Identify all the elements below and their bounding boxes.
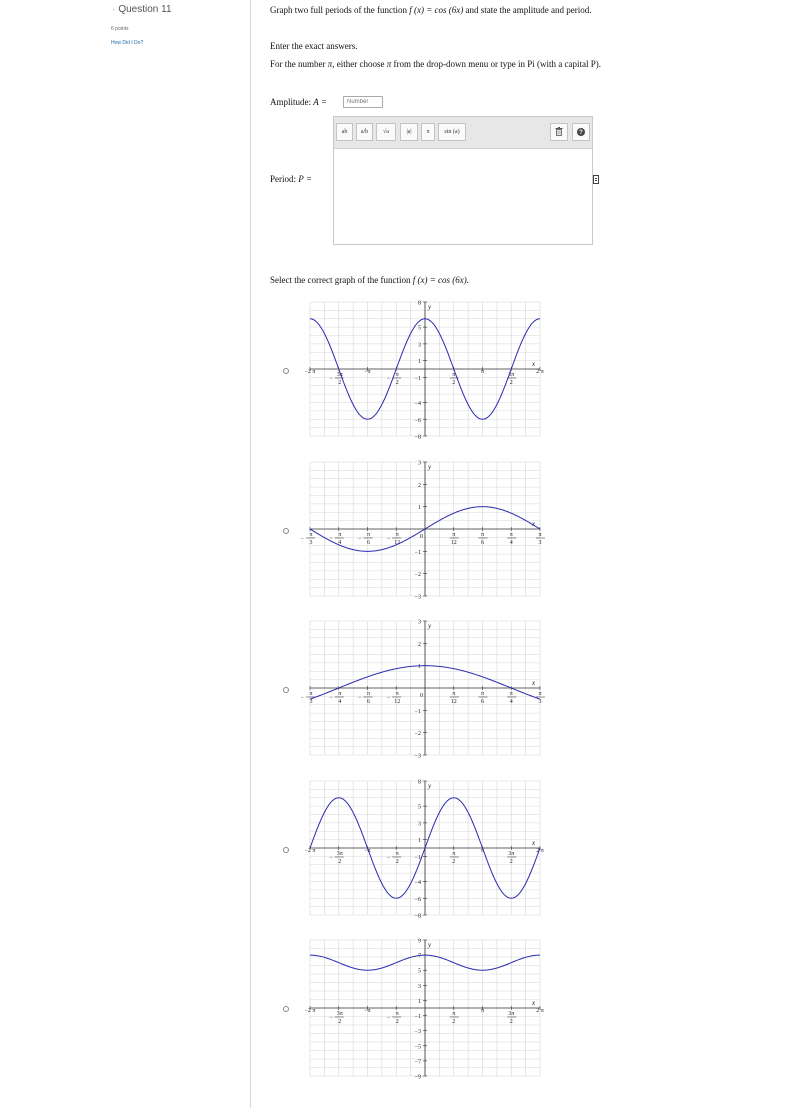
x-tick-label-minus: −: [329, 536, 333, 542]
x-tick-label-num: π: [367, 691, 371, 697]
y-tick-label: −3: [414, 753, 421, 760]
x-tick-label: −2 π: [304, 848, 316, 854]
y-tick-label: 8: [418, 300, 421, 307]
x-tick-label-den: 2: [452, 380, 456, 386]
x-tick-label-num: π: [395, 372, 399, 378]
y-tick-label: 3: [418, 821, 421, 828]
x-tick-label-num: π: [395, 532, 399, 538]
x-tick-label-minus: −: [300, 536, 304, 542]
x-tick-label-minus: −: [358, 695, 362, 701]
x-tick-label-minus: −: [386, 536, 391, 542]
y-tick-label: −6: [414, 417, 421, 424]
graph-option-2-radio[interactable]: [283, 528, 289, 534]
x-tick-label: −π: [364, 369, 371, 375]
x-tick-label-minus: −: [329, 695, 333, 701]
period-var: P =: [298, 174, 312, 184]
fraction-button[interactable]: a/b: [356, 123, 373, 141]
x-tick-label-den: 3: [309, 699, 313, 705]
pi-instruction-post: from the drop-down menu or type in Pi (with a capital P).: [393, 59, 601, 69]
how-did-i-do-link[interactable]: How Did I Do?: [111, 40, 144, 46]
x-tick-label-num: 3π: [508, 1011, 515, 1017]
pi-instruction-mid: , either choose: [332, 59, 385, 69]
abs-button[interactable]: |a|: [400, 123, 418, 141]
y-tick-label: 1: [418, 998, 421, 1005]
graph-option-5-radio[interactable]: [283, 1006, 289, 1012]
x-tick-label-den: 3: [309, 540, 313, 546]
help-glyph: [577, 128, 585, 136]
x-axis-label: x: [532, 520, 536, 528]
x-tick-label-den: 4: [338, 540, 342, 546]
x-tick-label-den: 3: [538, 699, 542, 705]
y-tick-label: 2: [418, 641, 421, 648]
question-prompt: [270, 5, 592, 15]
x-tick-label-num: π: [338, 691, 342, 697]
x-tick-label-den: 2: [395, 1019, 399, 1025]
x-tick-label-minus: −: [329, 1015, 333, 1021]
x-tick-label-den: 2: [395, 859, 399, 865]
svg-text:?: ?: [579, 130, 583, 136]
x-tick-label-den: 2: [338, 859, 342, 865]
y-tick-label: 1: [418, 505, 421, 512]
y-axis-label: y: [428, 782, 432, 790]
graph-option-3[interactable]: [300, 619, 550, 759]
y-tick-label: −1: [414, 375, 421, 382]
x-tick-label-den: 2: [338, 1019, 342, 1025]
amplitude-var: A =: [313, 97, 327, 107]
y-tick-label: 7: [418, 953, 421, 960]
x-tick-label-num: π: [538, 691, 542, 697]
x-tick-label: π: [480, 848, 485, 854]
x-tick-label: −π: [364, 848, 371, 854]
x-axis-label: x: [532, 839, 536, 847]
x-tick-label-den: 6: [367, 540, 371, 546]
y-tick-label: −7: [414, 1059, 421, 1066]
graph-option-5[interactable]: [300, 938, 550, 1080]
trash-icon[interactable]: [550, 123, 568, 141]
x-tick-label-num: π: [509, 532, 513, 538]
question-sidebar: [0, 0, 251, 1108]
x-tick-label-num: π: [395, 1011, 399, 1017]
pi-symbol-2: π: [386, 59, 392, 69]
y-tick-label: −1: [414, 708, 421, 715]
y-tick-label: 5: [418, 325, 421, 332]
y-tick-label: 1: [418, 664, 421, 671]
graph-option-4-radio[interactable]: [283, 847, 289, 853]
question-points: 6 points: [111, 26, 129, 32]
select-graph-function: f (x) = cos (6x).: [412, 275, 470, 285]
x-tick-label-num: π: [452, 1011, 456, 1017]
x-tick-label-minus: −: [386, 855, 391, 861]
x-tick-label-den: 2: [338, 380, 342, 386]
x-tick-label-num: 3π: [336, 851, 343, 857]
x-tick-label: π: [480, 369, 485, 375]
x-axis-label: x: [532, 360, 536, 368]
y-tick-label: −9: [414, 1074, 421, 1081]
y-axis-label: y: [428, 303, 432, 311]
prompt-text: Graph two full periods of the function: [270, 5, 407, 15]
x-tick-label-den: 4: [338, 699, 342, 705]
x-tick-label-den: 12: [450, 699, 457, 705]
x-tick-label-den: 6: [480, 699, 484, 705]
x-tick-label-den: 6: [480, 540, 484, 546]
y-tick-label: −3: [414, 1029, 421, 1036]
pi-instruction-pre: For the number: [270, 59, 326, 69]
origin-label: 0: [420, 534, 423, 540]
x-tick-label-minus: −: [386, 695, 391, 701]
x-tick-label-den: 6: [367, 699, 371, 705]
prompt-text-end: and state the amplitude and period.: [465, 5, 592, 15]
x-tick-label: −2 π: [304, 1008, 316, 1014]
y-tick-label: −1: [414, 1014, 421, 1021]
sin-button[interactable]: sin (a): [438, 123, 466, 141]
y-axis-label: y: [428, 463, 432, 471]
select-graph-prompt: [270, 275, 469, 285]
x-tick-label-den: 2: [452, 1019, 456, 1025]
x-tick-label-den: 2: [452, 859, 456, 865]
x-tick-label-minus: −: [358, 536, 362, 542]
x-tick-label-num: 3π: [336, 1011, 343, 1017]
y-tick-label: 8: [418, 779, 421, 786]
x-tick-label: 2 π: [536, 848, 544, 854]
graph-option-1-radio[interactable]: [283, 368, 289, 374]
y-tick-label: −6: [414, 896, 421, 903]
y-tick-label: 3: [418, 983, 421, 990]
origin-label: 0: [420, 693, 423, 699]
graph-option-3-radio[interactable]: [283, 687, 289, 693]
x-tick-label-minus: −: [300, 695, 304, 701]
x-tick-label-num: 3π: [508, 851, 515, 857]
pi-instruction: [270, 59, 601, 69]
y-tick-label: −2: [414, 572, 421, 579]
x-tick-label: 2 π: [536, 1008, 544, 1014]
x-axis-label: x: [532, 679, 536, 687]
x-tick-label-minus: −: [386, 1015, 391, 1021]
x-tick-label-num: 3π: [508, 372, 515, 378]
x-tick-label-num: π: [367, 532, 371, 538]
math-toolbar: [334, 117, 592, 149]
x-tick-label-minus: −: [329, 376, 333, 382]
x-tick-label-num: π: [395, 691, 399, 697]
y-axis-label: y: [428, 941, 432, 949]
graph-option-2[interactable]: [300, 460, 550, 600]
x-tick-label-num: π: [452, 691, 456, 697]
x-tick-label-den: 2: [509, 380, 513, 386]
x-tick-label-den: 12: [394, 699, 401, 705]
x-tick-label-den: 2: [395, 380, 399, 386]
x-tick-label-den: 2: [509, 859, 513, 865]
x-tick-label-num: π: [452, 851, 456, 857]
x-axis-label: x: [532, 999, 536, 1007]
y-tick-label: 9: [418, 938, 421, 945]
x-tick-label-num: π: [338, 532, 342, 538]
y-tick-label: −1: [414, 854, 421, 861]
x-tick-label-den: 12: [394, 540, 401, 546]
graph-option-1[interactable]: [300, 300, 550, 440]
y-tick-label: 3: [418, 619, 421, 626]
x-tick-label: π: [480, 1008, 485, 1014]
amplitude-input[interactable]: [343, 96, 383, 108]
y-tick-label: −4: [414, 880, 421, 886]
x-tick-label-num: π: [509, 691, 513, 697]
prompt-function: f (x) = cos (6x): [409, 5, 464, 15]
x-tick-label-num: π: [452, 532, 456, 538]
x-tick-label-num: π: [309, 532, 313, 538]
y-tick-label: 5: [418, 804, 421, 811]
x-tick-label-minus: −: [329, 855, 333, 861]
x-tick-label-num: π: [480, 532, 484, 538]
x-tick-label-num: π: [538, 532, 542, 538]
x-tick-label-num: π: [452, 372, 456, 378]
sqrt-button[interactable]: √a: [376, 123, 396, 141]
y-tick-label: −1: [414, 549, 421, 556]
copy-icon[interactable]: [593, 175, 599, 184]
superscript-button[interactable]: ab: [336, 123, 353, 141]
period-label-text: Period:: [270, 174, 296, 184]
pi-button[interactable]: π: [421, 123, 435, 141]
y-tick-label: −8: [414, 913, 421, 920]
y-tick-label: −2: [414, 731, 421, 738]
y-tick-label: −5: [414, 1044, 421, 1051]
y-tick-label: 1: [418, 359, 421, 366]
x-tick-label-minus: −: [386, 376, 391, 382]
y-tick-label: 3: [418, 342, 421, 349]
x-tick-label-den: 2: [509, 1019, 513, 1025]
x-tick-label-num: π: [309, 691, 313, 697]
x-tick-label: −2 π: [304, 369, 316, 375]
x-tick-label-num: π: [395, 851, 399, 857]
amplitude-label-text: Amplitude:: [270, 97, 311, 107]
y-tick-label: 2: [418, 482, 421, 489]
y-tick-label: 3: [418, 460, 421, 467]
help-icon[interactable]: [572, 123, 590, 141]
x-tick-label-num: π: [480, 691, 484, 697]
x-tick-label-num: 3π: [336, 372, 343, 378]
graph-option-4[interactable]: [300, 779, 550, 919]
x-tick-label-den: 4: [509, 540, 513, 546]
amplitude-label: [270, 97, 327, 107]
y-tick-label: −4: [414, 401, 421, 407]
period-input-area[interactable]: [334, 149, 592, 244]
y-tick-label: 1: [418, 838, 421, 845]
trash-glyph: [555, 127, 563, 136]
pi-symbol: π: [327, 59, 333, 69]
x-tick-label-den: 4: [509, 699, 513, 705]
select-graph-text: Select the correct graph of the function: [270, 275, 411, 285]
x-tick-label-den: 12: [450, 540, 457, 546]
period-label: [270, 174, 312, 184]
x-tick-label: −π: [364, 1008, 371, 1014]
y-axis-label: y: [428, 622, 432, 630]
x-tick-label: 2 π: [536, 369, 544, 375]
period-math-editor[interactable]: [333, 116, 593, 245]
y-tick-label: −8: [414, 434, 421, 441]
y-tick-label: −3: [414, 594, 421, 601]
exact-answers-instruction: Enter the exact answers.: [270, 41, 358, 51]
x-tick-label-den: 3: [538, 540, 542, 546]
y-tick-label: 5: [418, 968, 421, 975]
question-title: · Question 11: [112, 4, 172, 15]
